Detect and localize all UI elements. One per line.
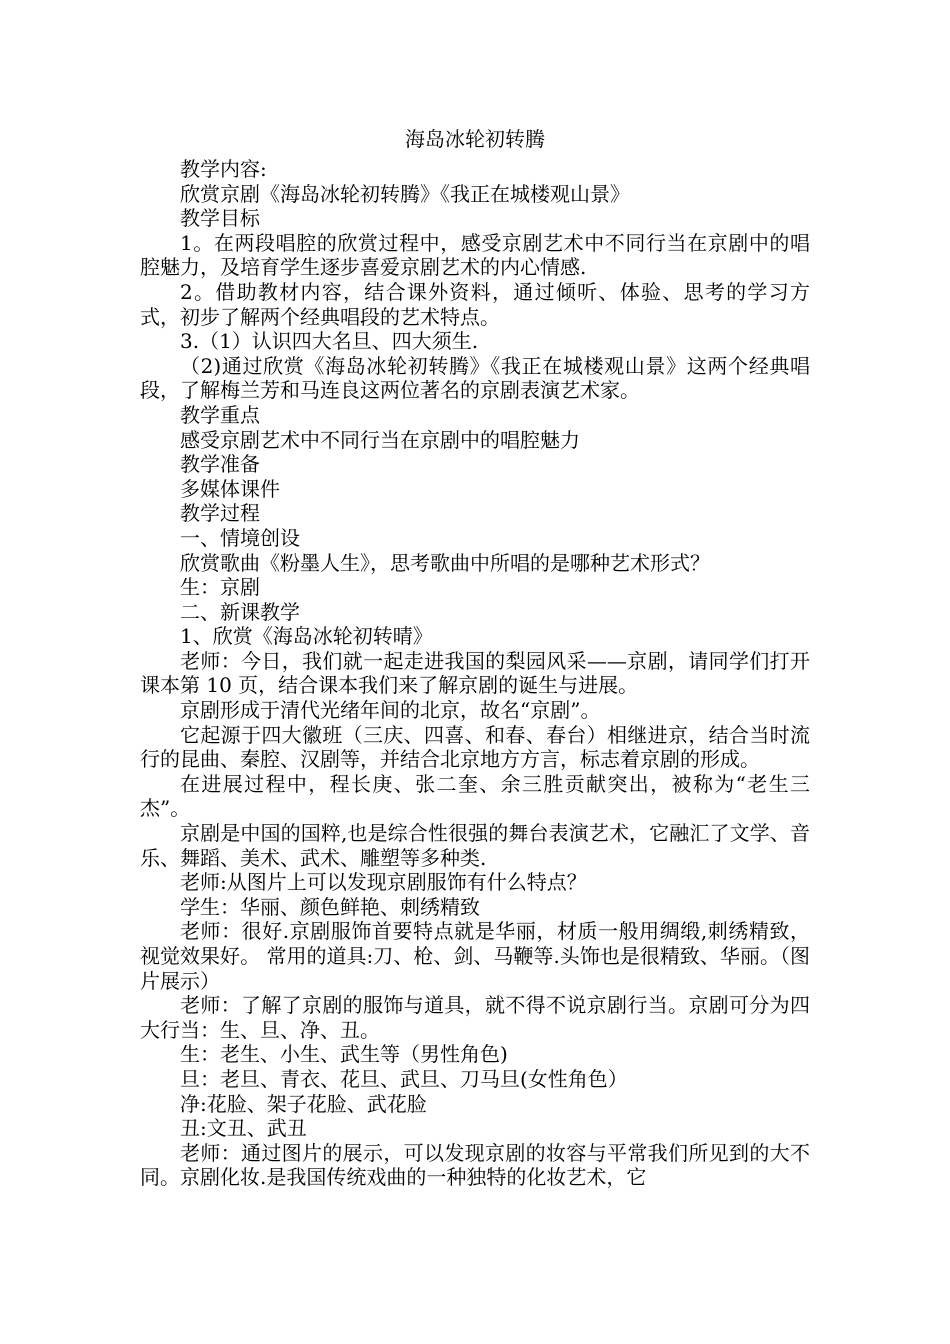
paragraph: 1。在两段唱腔的欣赏过程中，感受京剧艺术中不同行当在京剧中的唱腔魅力，及培育学生逐步喜爱京剧艺术的内心情感.: [140, 230, 810, 280]
paragraph: 3.（1）认识四大名旦、四大须生.: [180, 329, 479, 354]
document-title: 海岛冰轮初转腾: [405, 127, 545, 151]
paragraph: 老师：通过图片的展示，可以发现京剧的妆容与平常我们所见到的大不同。京剧化妆.是我国传统戏曲的一种独特的化妆艺术，它: [140, 1140, 810, 1190]
paragraph: 二、新课教学: [180, 599, 300, 624]
paragraph: 教学内容:: [180, 157, 267, 181]
paragraph: 教学重点: [180, 402, 260, 427]
paragraph: 欣赏京剧《海岛冰轮初转腾》《我正在城楼观山景》: [180, 181, 630, 206]
paragraph: 一、情境创设: [180, 525, 300, 550]
paragraph: 丑:文丑、武丑: [180, 1116, 307, 1141]
paragraph: 京剧是中国的国粹,也是综合性很强的舞台表演艺术，它融汇了文学、音乐、舞蹈、美术、武术、雕塑等多种类.: [140, 821, 810, 870]
paragraph: 学生：华丽、颜色鲜艳、刺绣精致: [180, 894, 480, 919]
paragraph: 老师:从图片上可以发现京剧服饰有什么特点？: [180, 870, 587, 895]
paragraph: 2。借助教材内容，结合课外资料，通过倾听、体验、思考的学习方式，初步了解两个经典唱段的艺术特点。: [140, 279, 810, 329]
paragraph: 旦：老旦、青衣、花旦、武旦、刀马旦(女性角色）: [180, 1066, 628, 1091]
paragraph: 欣赏歌曲《粉墨人生》，思考歌曲中所唱的是哪种艺术形式？: [180, 550, 710, 575]
paragraph: 京剧形成于清代光绪年间的北京，故名“京剧”。: [180, 698, 601, 723]
paragraph: 老师：今日，我们就一起走进我国的梨园风采——京剧，请同学们打开课本第 10 页，结合课本我们来了解京剧的诞生与进展。: [140, 648, 810, 698]
paragraph: 在进展过程中，程长庚、张二奎、余三胜贡献突出，被称为“老生三杰”。: [140, 771, 810, 821]
paragraph: 老师：很好.京剧服饰首要特点就是华丽，材质一般用绸缎,刺绣精致，视觉效果好。 常用的道具:刀、枪、剑、马鞭等.头饰也是很精致、华丽。（图片展示）: [140, 919, 810, 993]
paragraph: 多媒体课件: [180, 476, 280, 501]
paragraph: 生：京剧: [180, 575, 260, 600]
paragraph: 教学准备: [180, 452, 260, 477]
document-page: [140, 121, 810, 1190]
paragraph: 生：老生、小生、武生等（男性角色): [180, 1042, 508, 1067]
paragraph: 净:花脸、架子花脸、武花脸: [180, 1091, 427, 1116]
paragraph: 教学目标: [180, 206, 260, 231]
paragraph: （2)通过欣赏《海岛冰轮初转腾》《我正在城楼观山景》这两个经典唱段，了解梅兰芳和马连良这两位著名的京剧表演艺术家。: [140, 353, 810, 403]
paragraph: 老师：了解了京剧的服饰与道具，就不得不说京剧行当。京剧可分为四大行当：生、旦、净、丑。: [140, 993, 810, 1042]
paragraph: 教学过程: [180, 501, 260, 526]
paragraph: 感受京剧艺术中不同行当在京剧中的唱腔魅力: [180, 427, 580, 452]
paragraph: 它起源于四大徽班（三庆、四喜、和春、春台）相继进京，结合当时流行的昆曲、秦腔、汉剧等，并结合北京地方方言，标志着京剧的形成。: [140, 722, 810, 772]
paragraph: 1、欣赏《海岛冰轮初转晴》: [180, 624, 433, 649]
